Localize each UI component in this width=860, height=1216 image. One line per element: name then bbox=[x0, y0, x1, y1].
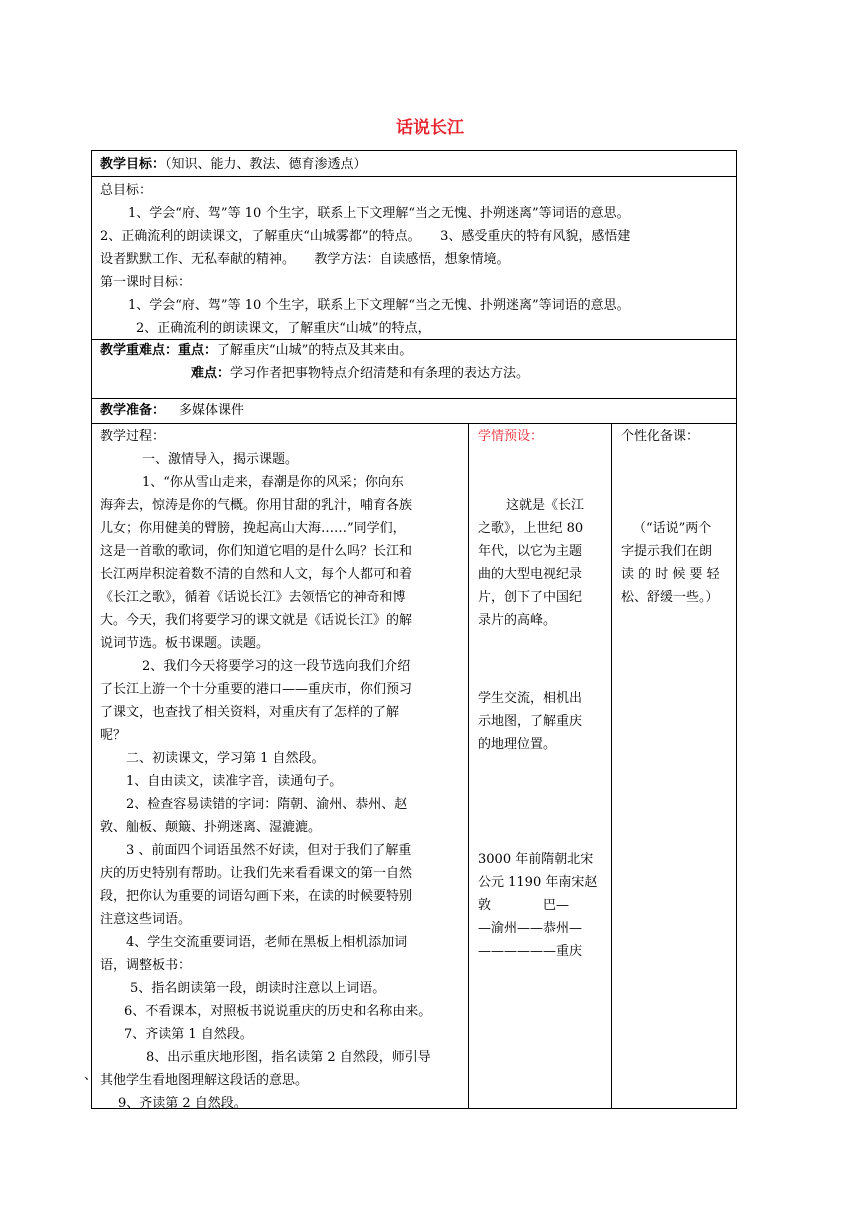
process-line: 了长江上游一个十分重要的港口——重庆市，你们预习 bbox=[100, 682, 413, 697]
personal-line: （“话说”两个 bbox=[633, 521, 712, 536]
process-line: 9、齐读第 2 自然段。 bbox=[118, 1096, 247, 1111]
objective-line: 2、正确流利的朗读课文，了解重庆“山城”的特点， bbox=[136, 321, 431, 336]
preparation-row bbox=[100, 399, 244, 422]
key-points-label: 教学重难点： bbox=[100, 343, 179, 358]
objectives-label: 教学目标： bbox=[100, 157, 166, 172]
process-line: 注意这些词语。 bbox=[100, 912, 192, 927]
key-points-block bbox=[100, 339, 529, 385]
student-preview-column bbox=[478, 425, 604, 963]
focus-label: 重点： bbox=[178, 343, 218, 358]
preview-line: 片，创下了中国纪 bbox=[478, 590, 583, 605]
preview-line: 录片的高峰。 bbox=[478, 613, 557, 628]
column-divider bbox=[468, 423, 469, 1109]
process-line: 一、激情导入，揭示课题。 bbox=[142, 452, 299, 467]
process-line: 庆的历史特别有帮助。让我们先来看看课文的第一自然 bbox=[100, 866, 413, 881]
process-line: 1、“你从雪山走来，春潮是你的风采；你向东 bbox=[142, 475, 404, 490]
process-line: 长江两岸积淀着数不清的自然和人文，每个人都可和着 bbox=[100, 567, 413, 582]
personal-line: 读 的 时 候 要 轻 bbox=[621, 567, 720, 582]
process-line: 海奔去，惊涛是你的气概。你用甘甜的乳汁，哺育各族 bbox=[100, 498, 413, 513]
preview-line: 年代，以它为主题 bbox=[478, 544, 583, 559]
process-line: 6、不看课本，对照板书说说重庆的历史和名称由来。 bbox=[124, 1004, 432, 1019]
preparation-label: 教学准备： bbox=[100, 403, 166, 418]
lesson1-objective-label: 第一课时目标： bbox=[100, 275, 192, 290]
document-title: 话说长江 bbox=[396, 118, 464, 138]
preview-line: 之歌》，上世纪 80 bbox=[478, 521, 584, 536]
objective-line: 2、正确流利的朗读课文，了解重庆“山城雾都”的特点。 3、感受重庆的特有风貌，感悟建 bbox=[100, 229, 631, 244]
process-line: 1、自由读文，读准字音，读通句子。 bbox=[126, 774, 343, 789]
process-line: 其他学生看地图理解这段话的意思。 bbox=[100, 1073, 309, 1088]
personal-line: 字提示我们在朗 bbox=[621, 544, 713, 559]
objectives-note: （知识、能力、教法、德育渗透点） bbox=[165, 157, 367, 172]
preview-line: 示地图，了解重庆 bbox=[478, 714, 583, 729]
difficulty-label: 难点： bbox=[191, 366, 231, 381]
objective-line: 1、学会“府、驾”等 10 个生字，联系上下文理解“当之无愧、扑朔迷离”等词语的意思。 bbox=[128, 298, 630, 313]
preview-line: ——————重庆 bbox=[478, 944, 583, 959]
preview-line: 3000 年前隋朝北宋 bbox=[478, 852, 594, 867]
personal-notes-label: 个性化备课： bbox=[621, 429, 700, 444]
preview-line: 学生交流，相机出 bbox=[478, 691, 583, 706]
process-line: 2、检查容易读错的字词：隋朝、渝州、恭州、赵 bbox=[126, 797, 408, 812]
process-line: 3 、前面四个词语虽然不好读，但对于我们了解重 bbox=[126, 843, 412, 858]
student-preview-label: 学情预设： bbox=[478, 429, 544, 444]
process-line: 了课文，也查找了相关资料，对重庆有了怎样的了解 bbox=[100, 705, 400, 720]
process-column bbox=[100, 425, 460, 1115]
process-line: 呢？ bbox=[100, 728, 127, 743]
preview-line: 公元 1190 年南宋赵 bbox=[478, 875, 598, 890]
process-line: 这是一首歌的歌词，你们知道它唱的是什么吗？长江和 bbox=[100, 544, 413, 559]
lesson-plan-table bbox=[84, 150, 737, 1111]
process-line: 敦、舢板、颠簸、扑朔迷离、湿漉漉。 bbox=[100, 820, 322, 835]
process-line: 《长江之歌》，循着《话说长江》去领悟它的神奇和博 bbox=[100, 590, 406, 605]
process-line: 4、学生交流重要词语，老师在黑板上相机添加词 bbox=[126, 935, 408, 950]
objectives-header bbox=[100, 153, 367, 176]
preview-line: 曲的大型电视纪录 bbox=[478, 567, 583, 582]
process-line: 儿女；你用健美的臂膀，挽起高山大海……”同学们， bbox=[100, 521, 406, 536]
process-line: 说词节选。板书课题。读题。 bbox=[100, 636, 270, 651]
process-label: 教学过程： bbox=[100, 429, 166, 444]
preview-line: 的地理位置。 bbox=[478, 737, 557, 752]
process-line: 二、初读课文，学习第 1 自然段。 bbox=[126, 751, 325, 766]
preparation-value: 多媒体课件 bbox=[179, 403, 245, 418]
column-divider bbox=[611, 423, 612, 1109]
focus-text: 了解重庆“山城”的特点及其来由。 bbox=[217, 343, 413, 358]
row-divider bbox=[92, 176, 736, 177]
row-divider bbox=[92, 423, 736, 424]
process-line: 语，调整板书： bbox=[100, 958, 192, 973]
preview-line: 敦 巴— bbox=[478, 898, 570, 913]
process-line: 7、齐读第 1 自然段。 bbox=[124, 1027, 253, 1042]
process-line: 8、出示重庆地形图，指名读第 2 自然段，师引导 bbox=[146, 1050, 431, 1065]
personal-notes-column bbox=[621, 425, 733, 609]
process-line: 大。今天，我们将要学习的课文就是《话说长江》的解 bbox=[100, 613, 413, 628]
objectives-body bbox=[100, 179, 732, 340]
stray-mark: 、 bbox=[84, 1068, 98, 1083]
objective-line: 设者默默工作、无私奉献的精神。 教学方法：自读感悟，想象情境。 bbox=[100, 252, 510, 267]
objective-line: 1、学会“府、驾”等 10 个生字，联系上下文理解“当之无愧、扑朔迷离”等词语的意思。 bbox=[128, 206, 630, 221]
personal-line: 松、舒缓一些。） bbox=[621, 590, 719, 605]
preview-line: —渝州——恭州— bbox=[478, 921, 583, 936]
difficulty-text: 学习作者把事物特点介绍清楚和有条理的表达方法。 bbox=[230, 366, 530, 381]
preview-line: 这就是《长江 bbox=[506, 498, 585, 513]
process-line: 5、指名朗读第一段，朗读时注意以上词语。 bbox=[130, 981, 386, 996]
process-line: 2、我们今天将要学习的这一段节选向我们介绍 bbox=[142, 659, 411, 674]
overall-objective-label: 总目标： bbox=[100, 183, 153, 198]
process-line: 段，把你认为重要的词语勾画下来，在读的时候要特别 bbox=[100, 889, 413, 904]
